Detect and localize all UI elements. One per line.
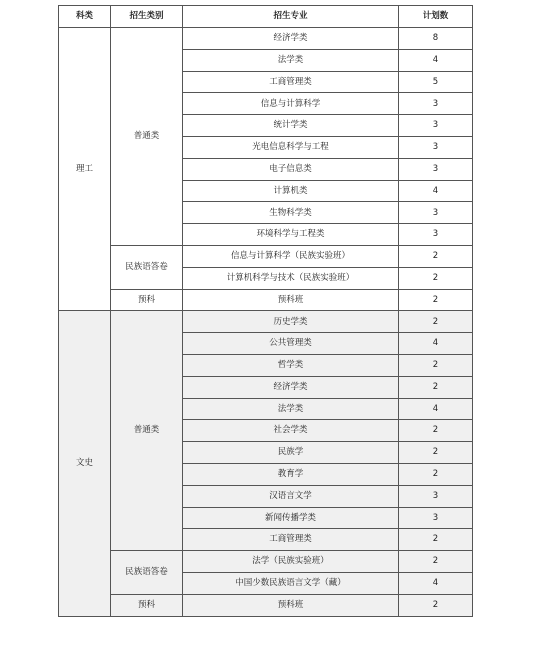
major-cell: 法学类 (183, 49, 399, 71)
major-cell: 法学（民族实验班） (183, 551, 399, 573)
major-cell: 计算机类 (183, 180, 399, 202)
section-science (59, 28, 473, 311)
major-cell: 工商管理类 (183, 71, 399, 93)
subject-cell: 理工 (59, 28, 111, 311)
count-cell: 2 (399, 594, 473, 616)
major-cell: 生物科学类 (183, 202, 399, 224)
table-header (59, 6, 473, 28)
enrollment-plan-table (58, 5, 473, 617)
major-cell: 教育学 (183, 463, 399, 485)
count-cell: 2 (399, 376, 473, 398)
major-cell: 汉语言文学 (183, 485, 399, 507)
category-cell: 普通类 (111, 28, 183, 246)
count-cell: 2 (399, 529, 473, 551)
count-cell: 4 (399, 572, 473, 594)
count-cell: 2 (399, 289, 473, 311)
major-cell: 历史学类 (183, 311, 399, 333)
subject-cell: 文史 (59, 311, 111, 616)
category-cell: 普通类 (111, 311, 183, 551)
table-row (59, 311, 473, 333)
major-cell: 民族学 (183, 442, 399, 464)
major-cell: 计算机科学与技术（民族实验班） (183, 267, 399, 289)
major-cell: 经济学类 (183, 376, 399, 398)
count-cell: 3 (399, 224, 473, 246)
count-cell: 3 (399, 158, 473, 180)
table-row (59, 594, 473, 616)
count-cell: 2 (399, 245, 473, 267)
count-cell: 2 (399, 463, 473, 485)
count-cell: 4 (399, 49, 473, 71)
major-cell: 社会学类 (183, 420, 399, 442)
count-cell: 3 (399, 507, 473, 529)
count-cell: 3 (399, 115, 473, 137)
count-cell: 3 (399, 93, 473, 115)
section-liberal-arts (59, 311, 473, 616)
count-cell: 2 (399, 551, 473, 573)
count-cell: 3 (399, 485, 473, 507)
header-category: 招生类别 (111, 6, 183, 28)
major-cell: 工商管理类 (183, 529, 399, 551)
count-cell: 2 (399, 420, 473, 442)
category-cell: 预科 (111, 289, 183, 311)
table-row (59, 245, 473, 267)
major-cell: 统计学类 (183, 115, 399, 137)
count-cell: 4 (399, 398, 473, 420)
major-cell: 光电信息科学与工程 (183, 136, 399, 158)
major-cell: 预科班 (183, 594, 399, 616)
category-cell: 民族语答卷 (111, 551, 183, 595)
category-cell: 民族语答卷 (111, 245, 183, 289)
count-cell: 3 (399, 202, 473, 224)
major-cell: 公共管理类 (183, 333, 399, 355)
header-subject: 科类 (59, 6, 111, 28)
major-cell: 中国少数民族语言文学（藏） (183, 572, 399, 594)
count-cell: 2 (399, 267, 473, 289)
count-cell: 2 (399, 311, 473, 333)
major-cell: 预科班 (183, 289, 399, 311)
count-cell: 4 (399, 180, 473, 202)
major-cell: 哲学类 (183, 354, 399, 376)
header-major: 招生专业 (183, 6, 399, 28)
header-row (59, 6, 473, 28)
major-cell: 环境科学与工程类 (183, 224, 399, 246)
major-cell: 信息与计算科学 (183, 93, 399, 115)
table-row (59, 289, 473, 311)
major-cell: 新闻传播学类 (183, 507, 399, 529)
count-cell: 3 (399, 136, 473, 158)
major-cell: 电子信息类 (183, 158, 399, 180)
count-cell: 8 (399, 28, 473, 50)
count-cell: 4 (399, 333, 473, 355)
table-row (59, 28, 473, 50)
major-cell: 法学类 (183, 398, 399, 420)
count-cell: 5 (399, 71, 473, 93)
count-cell: 2 (399, 354, 473, 376)
category-cell: 预科 (111, 594, 183, 616)
major-cell: 经济学类 (183, 28, 399, 50)
major-cell: 信息与计算科学（民族实验班） (183, 245, 399, 267)
header-count: 计划数 (399, 6, 473, 28)
count-cell: 2 (399, 442, 473, 464)
table-row (59, 551, 473, 573)
